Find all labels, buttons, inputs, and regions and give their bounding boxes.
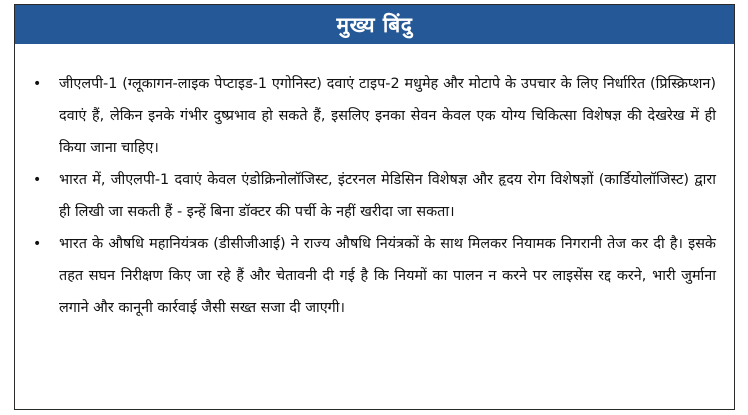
key-points-list (15, 44, 734, 324)
key-point-1 (33, 68, 716, 164)
key-points-header (15, 5, 734, 44)
key-point-2 (33, 164, 716, 228)
key-point-text: भारत में, जीएलपी-1 दवाएं केवल एंडोक्रिनोलॉजिस्ट, इंटरनल मेडिसिन विशेषज्ञ और हृदय रोग विशेषज्ञों (कार्डियोलॉजिस्ट) द्वारा ही लिखी जा सकती हैं - इन्हें बिना डॉक्टर की पर्ची के नहीं खरीदा जा सकता। (59, 172, 716, 220)
bullet-icon: • (33, 76, 42, 92)
key-point-text: भारत के औषधि महानियंत्रक (डीसीजीआई) ने राज्य औषधि नियंत्रकों के साथ मिलकर नियामक निगरानी तेज कर दी है। इसके तहत सघन निरीक्षण किए जा रहे हैं और चेतावनी दी गई है कि नियमों का पालन न करने पर लाइसेंस रद्द करने, भारी जुर्माना लगाने और कानूनी कार्रवाई जैसी सख्त सजा दी जाएगी। (59, 236, 716, 316)
header-title: मुख्य बिंदु (336, 12, 413, 37)
key-point-text: जीएलपी-1 (ग्लूकागन-लाइक पेप्टाइड-1 एगोनिस्ट) दवाएं टाइप-2 मधुमेह और मोटापे के उपचार के लिए निर्धारित (प्रिस्क्रिप्शन) दवाएं हैं, लेकिन इनके गंभीर दुष्प्रभाव हो सकते हैं, इसलिए इनका सेवन केवल एक योग्य चिकित्सा विशेषज्ञ की देखरेख में ही किया जाना चाहिए। (59, 76, 716, 156)
key-points-box (14, 4, 735, 410)
bullet-icon: • (33, 236, 42, 252)
key-point-3 (33, 228, 716, 324)
bullet-icon: • (33, 172, 42, 188)
